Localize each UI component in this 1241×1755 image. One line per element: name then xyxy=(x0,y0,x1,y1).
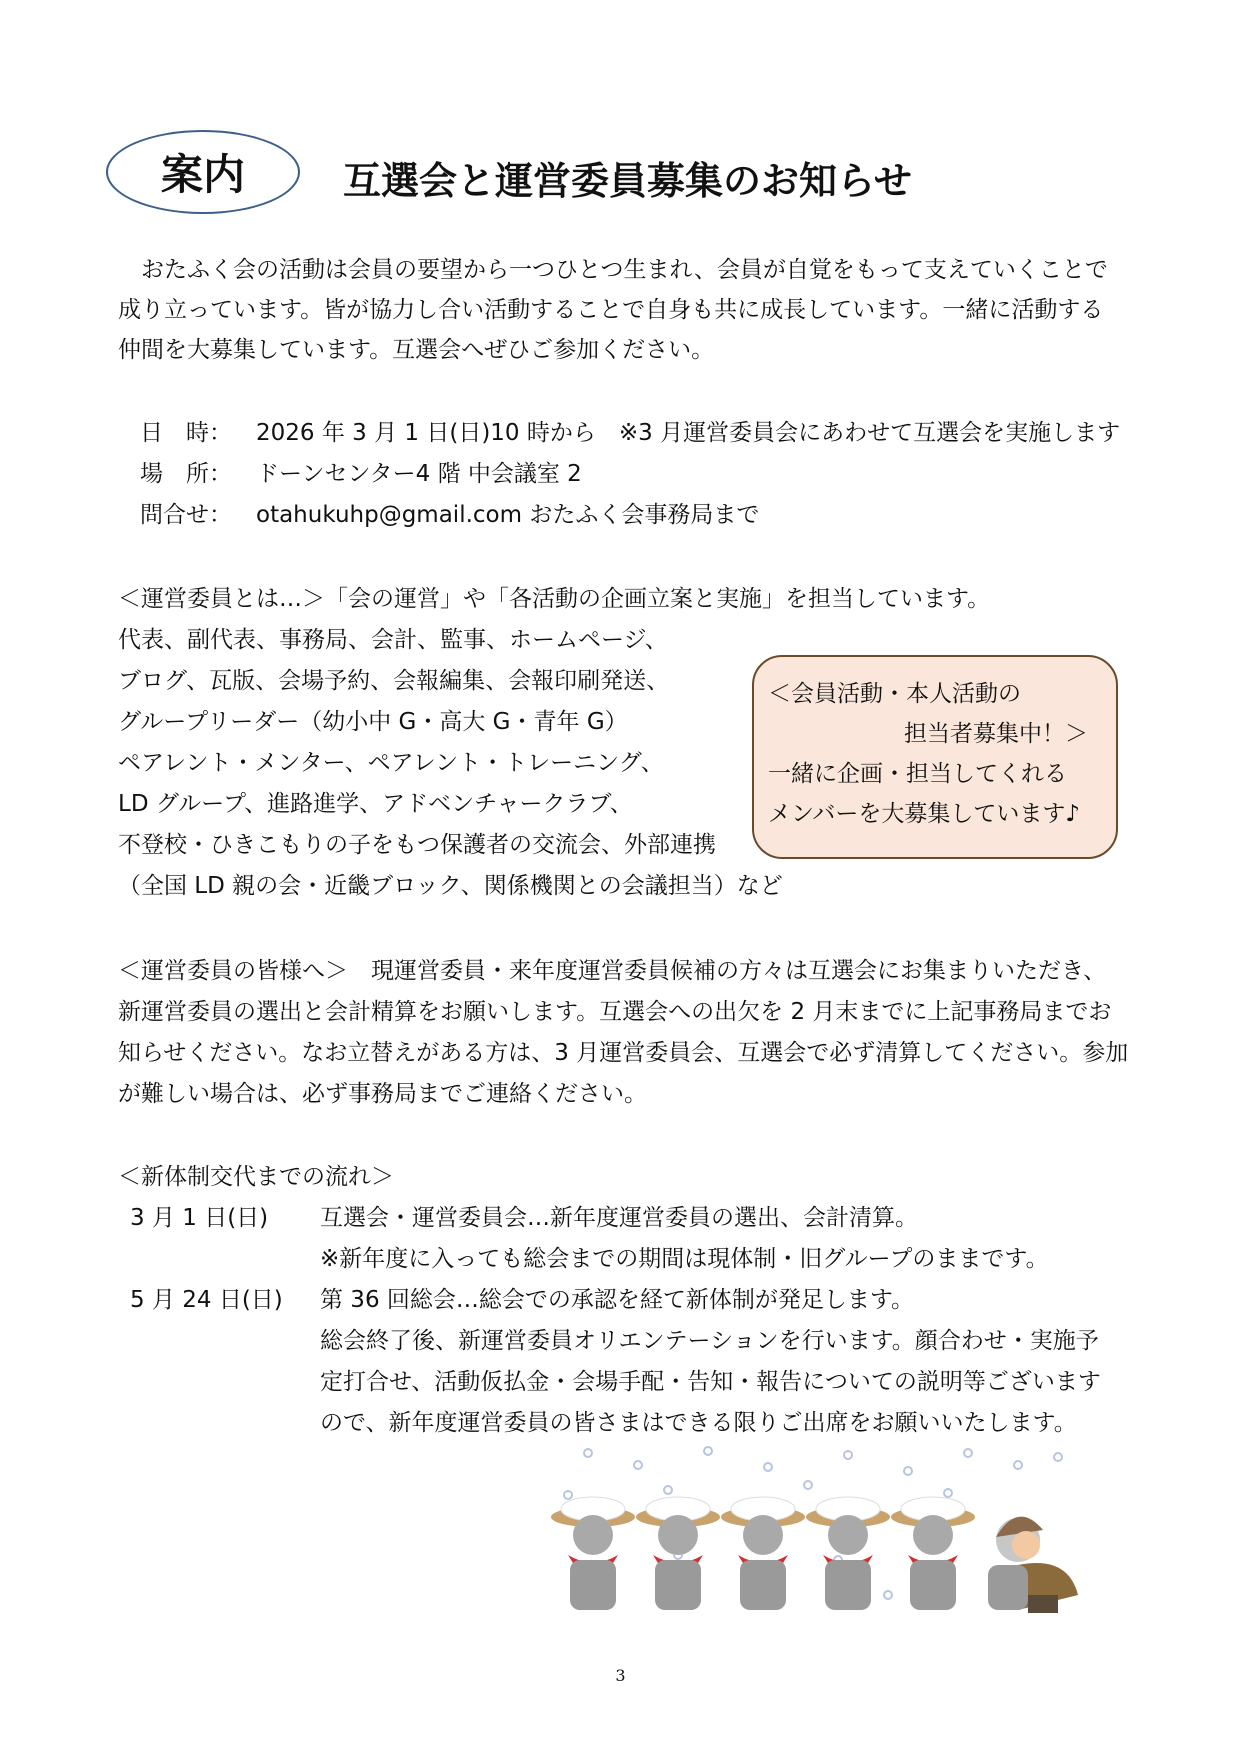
jizo-statue-2 xyxy=(636,1497,720,1610)
jizo-statue-4 xyxy=(806,1497,890,1610)
old-man-figure xyxy=(988,1517,1078,1613)
flow-text: ので、新年度運営委員の皆さまはできる限りご出席をお願いいたします。 xyxy=(320,1410,1077,1436)
page-title: 互選会と運営委員募集のお知らせ xyxy=(343,159,912,203)
callout-line: 担当者募集中！＞ xyxy=(904,721,1088,747)
committee-role-line: （全国 LD 親の会・近畿ブロック、関係機関との会議担当）など xyxy=(118,873,783,899)
flow-text: ※新年度に入っても総会までの期間は現体制・旧グループのままです。 xyxy=(320,1246,1049,1272)
detail-label-datetime: 日 時： xyxy=(140,420,232,446)
committee-role-line: ブログ、瓦版、会場予約、会報編集、会報印刷発送、 xyxy=(118,668,670,694)
committee-role-line: ペアレント・メンター、ペアレント・トレーニング、 xyxy=(118,750,664,776)
detail-value-contact: otahukuhp@gmail.com おたふく会事務局まで xyxy=(256,502,760,528)
members-line: 新運営委員の選出と会計精算をお願いします。互選会への出欠を 2 月末までに上記事務局までお xyxy=(118,999,1112,1025)
callout-line: 一緒に企画・担当してくれる xyxy=(768,761,1067,787)
flow-text: 互選会・運営委員会…新年度運営委員の選出、会計清算。 xyxy=(320,1205,918,1231)
flow-heading: ＜新体制交代までの流れ＞ xyxy=(118,1164,394,1190)
flow-text: 定打合せ、活動仮払金・会場手配・告知・報告についての説明等ございます xyxy=(320,1369,1101,1395)
header-badge: 案内 xyxy=(106,130,300,214)
flow-date: 3 月 1 日(日) xyxy=(130,1205,269,1231)
intro-line: 成り立っています。皆が協力し合い活動することで自身も共に成長しています。一緒に活動する xyxy=(118,297,1104,323)
committee-heading: ＜運営委員とは…＞「会の運営」や「各活動の企画立案と実施」を担当しています。 xyxy=(118,586,991,612)
detail-label-contact: 問合せ： xyxy=(140,502,232,528)
jizo-snow-illustration xyxy=(548,1445,1088,1620)
detail-label-place: 場 所： xyxy=(140,461,232,487)
callout-line: メンバーを大募集しています♪ xyxy=(768,801,1081,827)
members-line: が難しい場合は、必ず事務局までご連絡ください。 xyxy=(118,1081,647,1107)
committee-role-line: 不登校・ひきこもりの子をもつ保護者の交流会、外部連携 xyxy=(118,832,716,858)
members-line: ＜運営委員の皆様へ＞ 現運営委員・来年度運営委員候補の方々は互選会にお集まりいただき、 xyxy=(118,958,1107,984)
flow-text: 第 36 回総会…総会での承認を経て新体制が発足します。 xyxy=(320,1287,915,1313)
callout-line: ＜会員活動・本人活動の xyxy=(768,681,1021,707)
recruitment-callout xyxy=(752,655,1118,859)
detail-value-datetime: 2026 年 3 月 1 日(日)10 時から ※3 月運営委員会にあわせて互選会を実施します xyxy=(256,420,1121,446)
flow-text: 総会終了後、新運営委員オリエンテーションを行います。顔合わせ・実施予 xyxy=(320,1328,1099,1354)
jizo-statue-5 xyxy=(891,1497,975,1610)
intro-line: 仲間を大募集しています。互選会へぜひご参加ください。 xyxy=(118,337,715,363)
committee-role-line: 代表、副代表、事務局、会計、監事、ホームページ、 xyxy=(118,627,668,653)
intro-line: おたふく会の活動は会員の要望から一つひとつ生まれ、会員が自覚をもって支えていくことで xyxy=(118,257,1108,283)
committee-role-line: グループリーダー（幼小中 G・高大 G・青年 G） xyxy=(118,709,628,735)
jizo-statue-3 xyxy=(721,1497,805,1610)
page-number: 3 xyxy=(615,1666,626,1685)
jizo-statue-1 xyxy=(551,1497,635,1610)
members-line: 知らせください。なお立替えがある方は、3 月運営委員会、互選会で必ず清算してください。参加 xyxy=(118,1040,1129,1066)
committee-role-line: LD グループ、進路進学、アドベンチャークラブ、 xyxy=(118,791,633,817)
detail-value-place: ドーンセンター4 階 中会議室 2 xyxy=(256,461,582,487)
flow-date: 5 月 24 日(日) xyxy=(130,1287,283,1313)
